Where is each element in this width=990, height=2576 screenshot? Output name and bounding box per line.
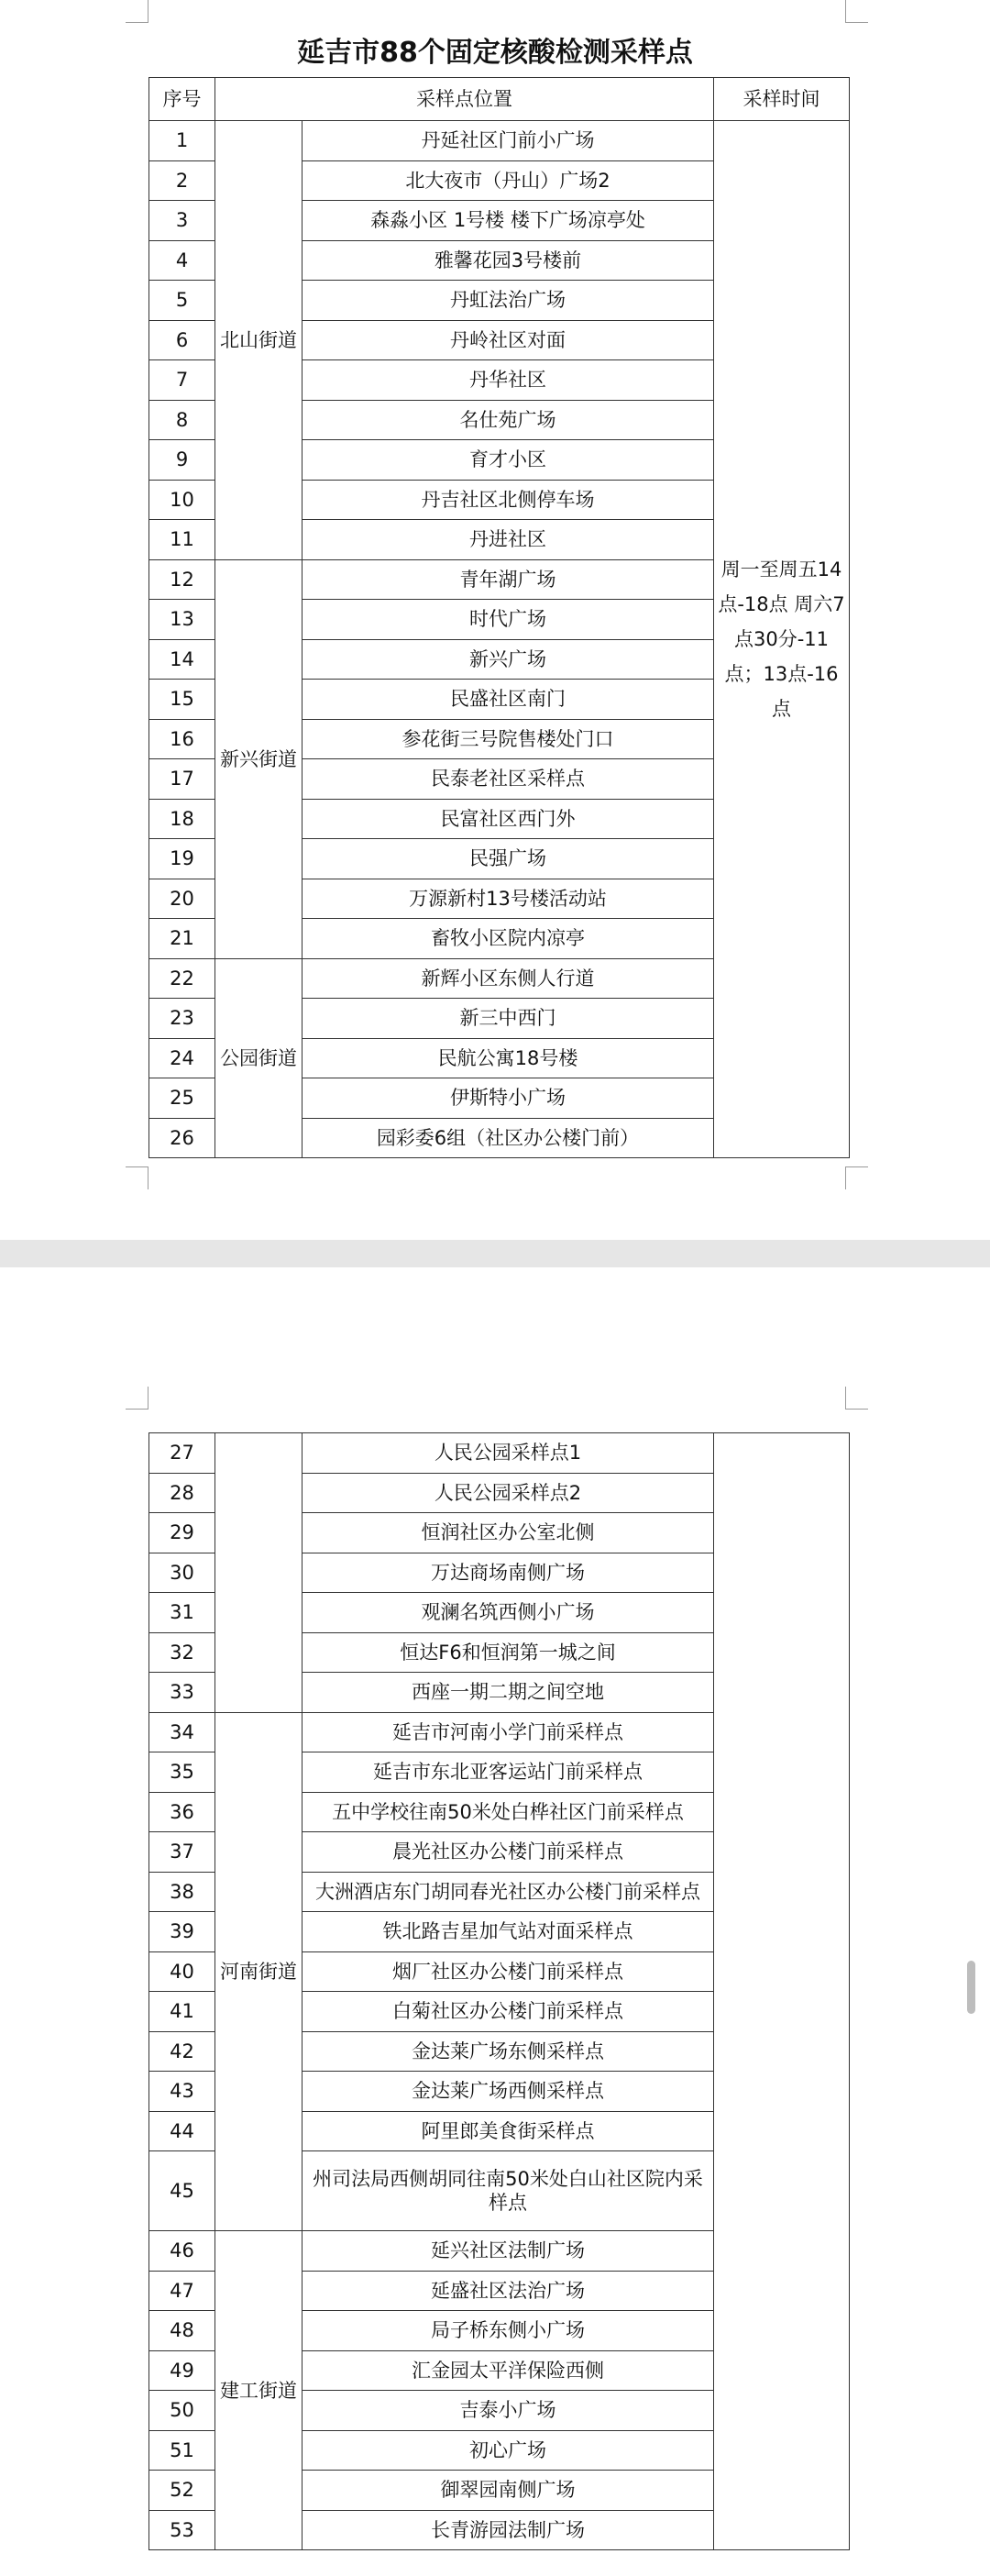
row-number: 30 — [149, 1553, 215, 1593]
row-number: 18 — [149, 799, 215, 839]
site-location: 白菊社区办公楼门前采样点 — [302, 1992, 714, 2032]
row-number: 40 — [149, 1951, 215, 1992]
row-number: 29 — [149, 1513, 215, 1553]
site-location: 民盛社区南门 — [302, 680, 714, 720]
row-number: 42 — [149, 2031, 215, 2072]
row-number: 35 — [149, 1752, 215, 1793]
site-location: 新兴广场 — [302, 639, 714, 680]
site-location: 森淼小区 1号楼 楼下广场凉亭处 — [302, 201, 714, 241]
row-number: 45 — [149, 2151, 215, 2231]
row-number: 38 — [149, 1872, 215, 1912]
row-number: 26 — [149, 1118, 215, 1158]
row-number: 32 — [149, 1632, 215, 1673]
row-number: 31 — [149, 1593, 215, 1633]
site-location: 烟厂社区办公楼门前采样点 — [302, 1951, 714, 1992]
row-number: 12 — [149, 559, 215, 600]
header-no: 序号 — [149, 78, 215, 121]
site-location: 民强广场 — [302, 839, 714, 879]
row-number: 14 — [149, 639, 215, 680]
site-location: 民航公寓18号楼 — [302, 1038, 714, 1078]
site-location: 汇金园太平洋保险西侧 — [302, 2350, 714, 2391]
page-corner-mark — [845, 1387, 868, 1410]
site-location: 育才小区 — [302, 440, 714, 481]
row-number: 49 — [149, 2350, 215, 2391]
site-location: 丹吉社区北侧停车场 — [302, 480, 714, 520]
site-location: 大洲酒店东门胡同春光社区办公楼门前采样点 — [302, 1872, 714, 1912]
sampling-time: 周一至周五14点-18点 周六7点30分-11点；13点-16点 — [714, 121, 850, 1158]
street-name: 新兴街道 — [215, 559, 302, 958]
site-location: 丹延社区门前小广场 — [302, 121, 714, 161]
row-number: 20 — [149, 879, 215, 919]
site-location: 御翠园南侧广场 — [302, 2471, 714, 2511]
site-location: 延盛社区法治广场 — [302, 2271, 714, 2311]
site-location: 局子桥东侧小广场 — [302, 2311, 714, 2351]
street-name: 北山街道 — [215, 121, 302, 560]
vertical-scrollbar[interactable] — [967, 1961, 975, 2014]
row-number: 9 — [149, 440, 215, 481]
site-location: 铁北路吉星加气站对面采样点 — [302, 1912, 714, 1952]
site-location: 园彩委6组（社区办公楼门前） — [302, 1118, 714, 1158]
row-number: 28 — [149, 1473, 215, 1513]
row-number: 16 — [149, 719, 215, 759]
site-location: 州司法局西侧胡同往南50米处白山社区院内采样点 — [302, 2151, 714, 2231]
row-number: 37 — [149, 1832, 215, 1873]
site-location: 长青游园法制广场 — [302, 2510, 714, 2550]
site-location: 青年湖广场 — [302, 559, 714, 600]
site-location: 新三中西门 — [302, 999, 714, 1039]
row-number: 50 — [149, 2391, 215, 2431]
sampling-sites-table — [148, 77, 850, 1158]
site-location: 丹华社区 — [302, 360, 714, 401]
site-location: 民富社区西门外 — [302, 799, 714, 839]
page-corner-mark — [126, 0, 148, 23]
row-number: 15 — [149, 680, 215, 720]
table-row — [149, 1433, 850, 1474]
row-number: 19 — [149, 839, 215, 879]
street-name: 建工街道 — [215, 2231, 302, 2550]
page-corner-mark — [845, 1166, 868, 1189]
site-location: 初心广场 — [302, 2430, 714, 2471]
row-number: 33 — [149, 1673, 215, 1713]
site-location: 人民公园采样点1 — [302, 1433, 714, 1474]
row-number: 43 — [149, 2072, 215, 2112]
site-location: 丹岭社区对面 — [302, 320, 714, 360]
row-number: 21 — [149, 919, 215, 959]
site-location: 时代广场 — [302, 600, 714, 640]
row-number: 8 — [149, 400, 215, 440]
row-number: 2 — [149, 160, 215, 201]
row-number: 5 — [149, 281, 215, 321]
row-number: 53 — [149, 2510, 215, 2550]
row-number: 22 — [149, 958, 215, 999]
page-corner-mark — [845, 0, 868, 23]
row-number: 41 — [149, 1992, 215, 2032]
row-number: 39 — [149, 1912, 215, 1952]
site-location: 吉泰小广场 — [302, 2391, 714, 2431]
site-location: 雅馨花园3号楼前 — [302, 240, 714, 281]
sampling-sites-table-continued — [148, 1432, 850, 2550]
row-number: 24 — [149, 1038, 215, 1078]
street-name: 河南街道 — [215, 1712, 302, 2231]
page-corner-mark — [126, 1166, 148, 1189]
row-number: 17 — [149, 759, 215, 800]
table-row — [149, 121, 850, 161]
row-number: 4 — [149, 240, 215, 281]
row-number: 23 — [149, 999, 215, 1039]
site-location: 名仕苑广场 — [302, 400, 714, 440]
row-number: 51 — [149, 2430, 215, 2471]
row-number: 44 — [149, 2111, 215, 2151]
site-location: 参花街三号院售楼处门口 — [302, 719, 714, 759]
row-number: 48 — [149, 2311, 215, 2351]
site-location: 民泰老社区采样点 — [302, 759, 714, 800]
sampling-time — [714, 1433, 850, 2550]
site-location: 五中学校往南50米处白桦社区门前采样点 — [302, 1792, 714, 1832]
site-location: 万达商场南侧广场 — [302, 1553, 714, 1593]
row-number: 11 — [149, 520, 215, 560]
site-location: 恒达F6和恒润第一城之间 — [302, 1632, 714, 1673]
row-number: 34 — [149, 1712, 215, 1752]
site-location: 新辉小区东侧人行道 — [302, 958, 714, 999]
site-location: 北大夜市（丹山）广场2 — [302, 160, 714, 201]
site-location: 晨光社区办公楼门前采样点 — [302, 1832, 714, 1873]
street-name: 公园街道 — [215, 958, 302, 1158]
header-time: 采样时间 — [714, 78, 850, 121]
row-number: 6 — [149, 320, 215, 360]
row-number: 36 — [149, 1792, 215, 1832]
street-name — [215, 1433, 302, 1713]
site-location: 金达莱广场西侧采样点 — [302, 2072, 714, 2112]
site-location: 伊斯特小广场 — [302, 1078, 714, 1119]
site-location: 西座一期二期之间空地 — [302, 1673, 714, 1713]
row-number: 10 — [149, 480, 215, 520]
site-location: 丹虹法治广场 — [302, 281, 714, 321]
site-location: 延兴社区法制广场 — [302, 2231, 714, 2272]
site-location: 阿里郎美食街采样点 — [302, 2111, 714, 2151]
site-location: 丹进社区 — [302, 520, 714, 560]
site-location: 人民公园采样点2 — [302, 1473, 714, 1513]
site-location: 万源新村13号楼活动站 — [302, 879, 714, 919]
site-location: 观澜名筑西侧小广场 — [302, 1593, 714, 1633]
document-title: 延吉市88个固定核酸检测采样点 — [297, 37, 693, 69]
site-location: 恒润社区办公室北侧 — [302, 1513, 714, 1553]
row-number: 52 — [149, 2471, 215, 2511]
site-location: 延吉市河南小学门前采样点 — [302, 1712, 714, 1752]
header-location: 采样点位置 — [215, 78, 714, 121]
page-corner-mark — [126, 1387, 148, 1410]
row-number: 7 — [149, 360, 215, 401]
row-number: 27 — [149, 1433, 215, 1474]
row-number: 46 — [149, 2231, 215, 2272]
site-location: 延吉市东北亚客运站门前采样点 — [302, 1752, 714, 1793]
site-location: 畜牧小区院内凉亭 — [302, 919, 714, 959]
row-number: 1 — [149, 121, 215, 161]
row-number: 3 — [149, 201, 215, 241]
row-number: 25 — [149, 1078, 215, 1119]
site-location: 金达莱广场东侧采样点 — [302, 2031, 714, 2072]
document-page-1 — [0, 0, 990, 1240]
header-row — [149, 78, 850, 121]
row-number: 47 — [149, 2271, 215, 2311]
row-number: 13 — [149, 600, 215, 640]
